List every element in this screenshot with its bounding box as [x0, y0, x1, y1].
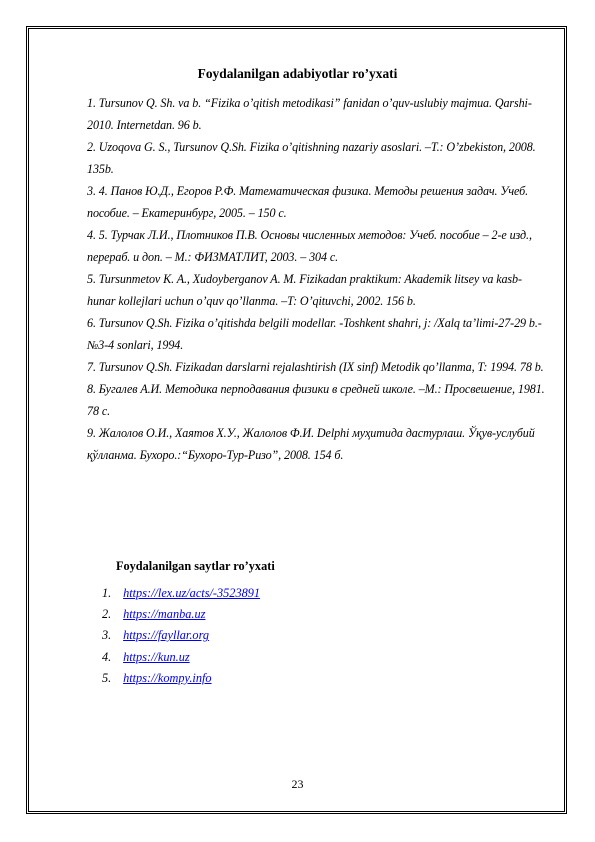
reference-item: 5. Tursunmetov K. A., Xudoyberganov A. M. Fizikadan praktikum: Akademik litsey va kasb-hunar kollejlari uchun o’quv qo’llanma. –T: O’qituvchi, 2002. 156 b. [87, 272, 522, 308]
site-number: 5. [102, 670, 112, 685]
reference-item: 2. Uzoqova G. S., Tursunov Q.Sh. Fizika o’qitishning nazariy asoslari. –T.: O’zbekiston, 2008. 135b. [87, 140, 536, 176]
site-link[interactable]: https://lex.uz/acts/-3523891 [123, 586, 261, 600]
reference-item: 9. Жалолов О.И., Хаятов Х.У., Жалолов Ф.И. Delphi муҳитида дастурлаш. Ўқув-услубий қўлланма. Бухоро.:“Бухоро-Тур-Ризо”, 2008. 154 б. [87, 426, 535, 462]
site-number: 2. [102, 607, 112, 622]
site-item [102, 625, 260, 646]
site-link[interactable]: https://manba.uz [123, 607, 206, 622]
site-item [102, 604, 260, 625]
page-title: Foydalanilgan adabiyotlar ro’yxati [197, 66, 398, 81]
site-item [102, 668, 260, 689]
reference-item: 4. 5. Турчак Л.И., Плотников П.В. Основы численных методов: Учеб. пособие – 2-е изд., перераб. и доп. – М.: ФИЗМАТЛИТ, 2003. – 304 с. [87, 228, 532, 264]
site-link[interactable]: https://fayllar.org [123, 628, 210, 643]
site-number: 4. [102, 649, 112, 664]
reference-item: 1. Tursunov Q. Sh. va b. “Fizika o’qitish metodikasi” fanidan o’quv-uslubiy majmua. Qarshi-2010. Internetdan. 96 b. [87, 96, 532, 132]
sites-title: Foydalanilgan saytlar ro’yxati [116, 559, 275, 573]
sites-list [102, 583, 260, 689]
site-item [102, 647, 260, 668]
page-number: 23 [291, 777, 304, 791]
site-number: 1. [102, 586, 112, 600]
site-link[interactable]: https://kompy.info [123, 670, 212, 685]
site-link[interactable]: https://kun.uz [123, 649, 190, 664]
site-item [102, 583, 260, 604]
reference-item: 6. Tursunov Q.Sh. Fizika o’qitishda belgili modellar. -Toshkent shahri, j: /Xalq ta’limi-27-29 b.-№3-4 sonlari, 1994. [87, 316, 542, 352]
reference-item: 3. 4. Панов Ю.Д., Егоров Р.Ф. Математическая физика. Методы решения задач. Учеб. пособие. – Екатеринбург, 2005. – 150 с. [87, 184, 529, 220]
site-number: 3. [102, 628, 112, 643]
reference-item: 8. Бугалев А.И. Методика перподавания физики в средней школе. –М.: Просвешение, 1981. 78 с. [87, 382, 545, 418]
reference-item: 7. Tursunov Q.Sh. Fizikadan darslarni rejalashtirish (IX sinf) Metodik qo’llanma, T: 1994. 78 b. [87, 360, 544, 374]
references-list [87, 92, 549, 466]
